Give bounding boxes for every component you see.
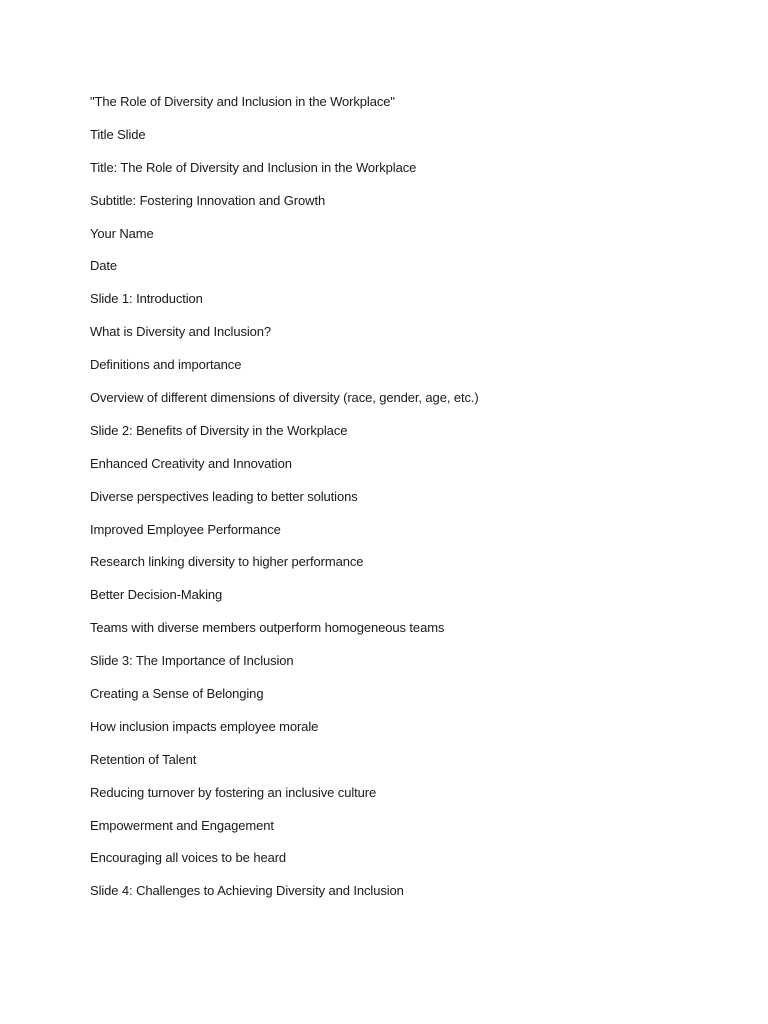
title-line: Title: The Role of Diversity and Inclusion in the Workplace	[90, 159, 417, 175]
text-line: What is Diversity and Inclusion?	[90, 324, 272, 340]
document-heading: "The Role of Diversity and Inclusion in the Workplace"	[90, 94, 395, 109]
text-line: Research linking diversity to higher performance	[90, 554, 364, 570]
text-line: Creating a Sense of Belonging	[90, 686, 264, 702]
text-line: Retention of Talent	[90, 751, 197, 767]
date-line: Date	[90, 258, 118, 274]
your-name-line: Your Name	[90, 225, 154, 241]
slide-2-heading: Slide 2: Benefits of Diversity in the Workplace	[90, 422, 348, 438]
subtitle-line: Subtitle: Fostering Innovation and Growth	[90, 192, 326, 208]
text-line: Definitions and importance	[90, 357, 242, 373]
text-line: Improved Employee Performance	[90, 521, 281, 537]
text-line: Enhanced Creativity and Innovation	[90, 455, 292, 471]
text-line: Teams with diverse members outperform homogeneous teams	[90, 620, 445, 636]
text-line: Diverse perspectives leading to better solutions	[90, 488, 358, 504]
section-label-title-slide: Title Slide	[90, 126, 146, 142]
text-line: Reducing turnover by fostering an inclusive culture	[90, 784, 377, 800]
slide-3-heading: Slide 3: The Importance of Inclusion	[90, 653, 294, 669]
text-line: Encouraging all voices to be heard	[90, 850, 287, 866]
text-line: Empowerment and Engagement	[90, 817, 274, 833]
document-body	[90, 92, 710, 914]
text-line: How inclusion impacts employee morale	[90, 718, 319, 734]
slide-4-heading: Slide 4: Challenges to Achieving Diversity and Inclusion	[90, 883, 404, 899]
text-line: Better Decision-Making	[90, 587, 223, 603]
slide-1-heading: Slide 1: Introduction	[90, 291, 203, 307]
text-line: Overview of different dimensions of diversity (race, gender, age, etc.)	[90, 390, 479, 406]
